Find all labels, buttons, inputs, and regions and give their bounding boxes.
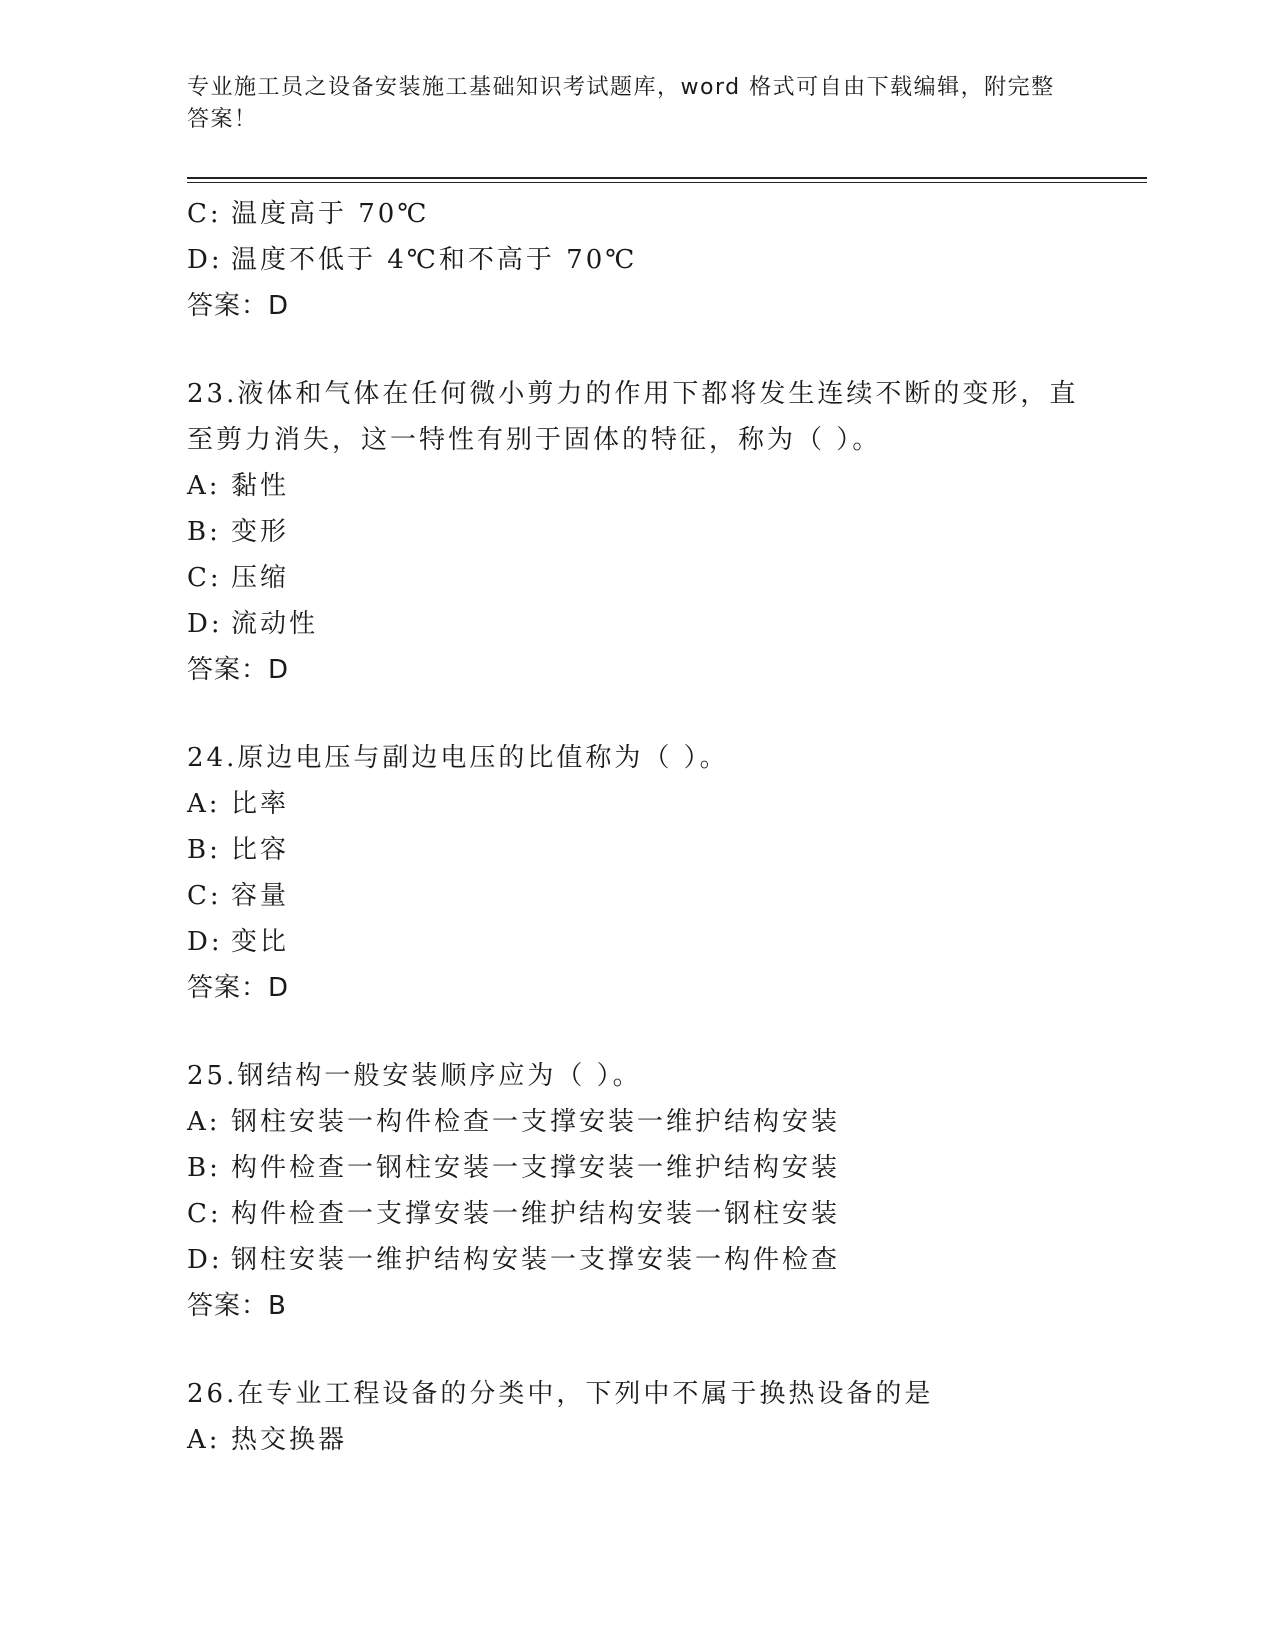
question-stem: 26.在专业工程设备的分类中，下列中不属于换热设备的是 xyxy=(187,1379,934,1409)
option-label: C: xyxy=(187,881,222,911)
header-divider-thick xyxy=(187,177,1147,179)
answer-line: 答案：B xyxy=(187,1291,287,1321)
option-label: A: xyxy=(187,471,221,501)
option-text: 温度高于 70℃ xyxy=(231,199,430,229)
option-label: C: xyxy=(187,1199,222,1229)
option-b xyxy=(187,509,1147,555)
option-label: B: xyxy=(187,835,221,865)
option-text: 热交换器 xyxy=(231,1425,348,1455)
option-a xyxy=(187,463,1147,509)
option-text: 流动性 xyxy=(231,609,319,639)
question-stem: 25.钢结构一般安装顺序应为（ ）。 xyxy=(187,1061,642,1091)
option-text: 构件检查一钢柱安装一支撑安装一维护结构安装 xyxy=(231,1153,841,1183)
answer-line: 答案：D xyxy=(187,973,290,1003)
question-stem-continued: 至剪力消失，这一特性有别于固体的特征，称为（ ）。 xyxy=(187,425,882,455)
answer-line: 答案：D xyxy=(187,291,290,321)
option-d xyxy=(187,1237,1147,1283)
option-text: 比率 xyxy=(231,789,290,819)
option-c xyxy=(187,555,1147,601)
option-text: 压缩 xyxy=(231,563,290,593)
option-c xyxy=(187,1191,1147,1237)
option-d xyxy=(187,919,1147,965)
question-content xyxy=(187,191,1147,1463)
option-text: 钢柱安装一维护结构安装一支撑安装一构件检查 xyxy=(231,1245,841,1275)
question-stem: 24.原边电压与副边电压的比值称为（ ）。 xyxy=(187,743,729,773)
question-stem: 23.液体和气体在任何微小剪力的作用下都将发生连续不断的变形，直 xyxy=(187,379,1079,409)
option-label: A: xyxy=(187,1425,221,1455)
answer-line: 答案：D xyxy=(187,655,290,685)
option-label: D: xyxy=(187,927,223,957)
option-a xyxy=(187,1099,1147,1145)
option-c xyxy=(187,191,1147,237)
option-d xyxy=(187,237,1147,283)
option-text: 钢柱安装一构件检查一支撑安装一维护结构安装 xyxy=(231,1107,841,1137)
option-text: 容量 xyxy=(231,881,290,911)
option-a xyxy=(187,781,1147,827)
option-label: B: xyxy=(187,1153,221,1183)
page-header: 专业施工员之设备安装施工基础知识考试题库，word 格式可自由下载编辑，附完整答案！ xyxy=(187,75,1055,132)
option-text: 变比 xyxy=(231,927,290,957)
option-text: 温度不低于 4℃和不高于 70℃ xyxy=(231,245,638,275)
option-text: 构件检查一支撑安装一维护结构安装一钢柱安装 xyxy=(231,1199,841,1229)
option-label: D: xyxy=(187,1245,223,1275)
option-text: 黏性 xyxy=(231,471,290,501)
option-d xyxy=(187,601,1147,647)
option-label: D: xyxy=(187,609,223,639)
option-text: 比容 xyxy=(231,835,290,865)
option-a xyxy=(187,1417,1147,1463)
option-label: A: xyxy=(187,1107,221,1137)
option-label: C: xyxy=(187,563,222,593)
option-b xyxy=(187,827,1147,873)
option-c xyxy=(187,873,1147,919)
header-divider-thin xyxy=(187,182,1147,183)
option-label: A: xyxy=(187,789,221,819)
option-b xyxy=(187,1145,1147,1191)
option-label: D: xyxy=(187,245,223,275)
option-label: B: xyxy=(187,517,221,547)
option-text: 变形 xyxy=(231,517,290,547)
option-label: C: xyxy=(187,199,222,229)
